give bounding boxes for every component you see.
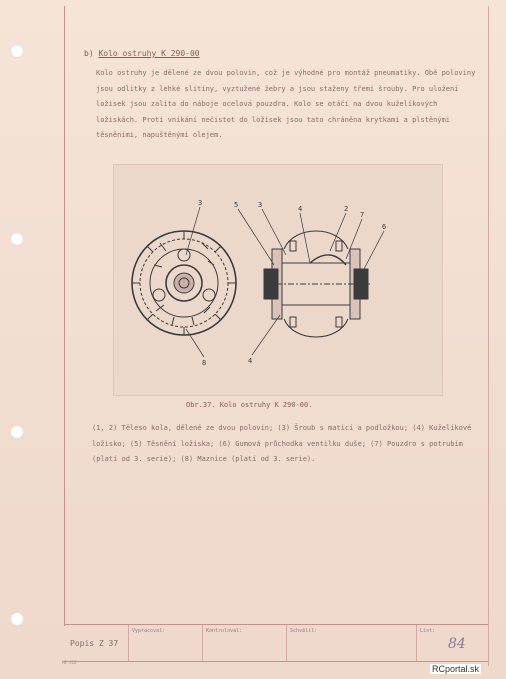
checked-by-label: Kontroloval: — [206, 628, 243, 634]
punch-hole — [10, 44, 24, 58]
description-paragraph: Kolo ostruhy je dělené ze dvou polovin, což je výhodné pro montáž pneumatiky. Obě poloviny jsou odlitky z lehké slitiny, vyztužené žebry a jsou staženy třemi šrouby. Pro uložení ložisek jsou zalita do náboje ocelová pouzdra. Kolo se otáčí na dvou kuželíkových ložiskách. Proti vnikání nečistot do ložisek jsou tato chráněna krytkami a plstěnými těsněními, napuštěnými olejem. — [96, 69, 476, 139]
title-block-cell — [286, 625, 417, 661]
callout-label: 4 — [248, 357, 253, 365]
callout-label: 7 — [360, 211, 365, 219]
prepared-by-label: Vypracoval: — [132, 628, 166, 634]
title-block-cell — [128, 625, 203, 661]
callout-label: 6 — [382, 223, 387, 231]
callout-label: 5 — [234, 201, 239, 209]
section-heading — [84, 49, 200, 58]
form-code: ME 416 — [62, 660, 77, 665]
right-border-line — [488, 6, 489, 666]
margin-line — [64, 6, 65, 626]
section-prefix: b) — [84, 49, 94, 58]
document-label: Popis Z 37 — [70, 639, 119, 648]
punch-hole — [10, 232, 24, 246]
title-block — [64, 624, 488, 662]
callout-label: 2 — [344, 205, 349, 213]
sheet-label: List: — [420, 628, 436, 634]
callout-label: 3 — [258, 201, 263, 209]
figure-caption: Obr.37. Kolo ostruhy K 290-00. — [186, 401, 313, 409]
punch-hole — [10, 425, 24, 439]
wheel-drawing — [114, 165, 442, 395]
section-title: Kolo ostruhy K 290-00 — [98, 49, 200, 58]
approved-by-label: Schválil: — [290, 628, 318, 634]
watermark: RCportal.sk — [432, 664, 480, 674]
punch-hole — [10, 612, 24, 626]
title-block-cell — [202, 625, 287, 661]
wheel-figure — [113, 164, 443, 396]
callout-label: 8 — [202, 359, 207, 367]
page-number: 84 — [448, 636, 466, 652]
figure-legend: (1, 2) Těleso kola, dělené ze dvou polovin; (3) Šroub s maticí a podložkou; (4) Kuželíkové ložisko; (5) Těsnění ložiska; (6) Gumová průchodka ventilku duše; (7) Pouzdro s potrubím (platí od 3. serie); (8) Maznice (platí od 3. serie). — [92, 424, 472, 463]
callout-label: 3 — [198, 199, 203, 207]
callout-label: 4 — [298, 205, 303, 213]
